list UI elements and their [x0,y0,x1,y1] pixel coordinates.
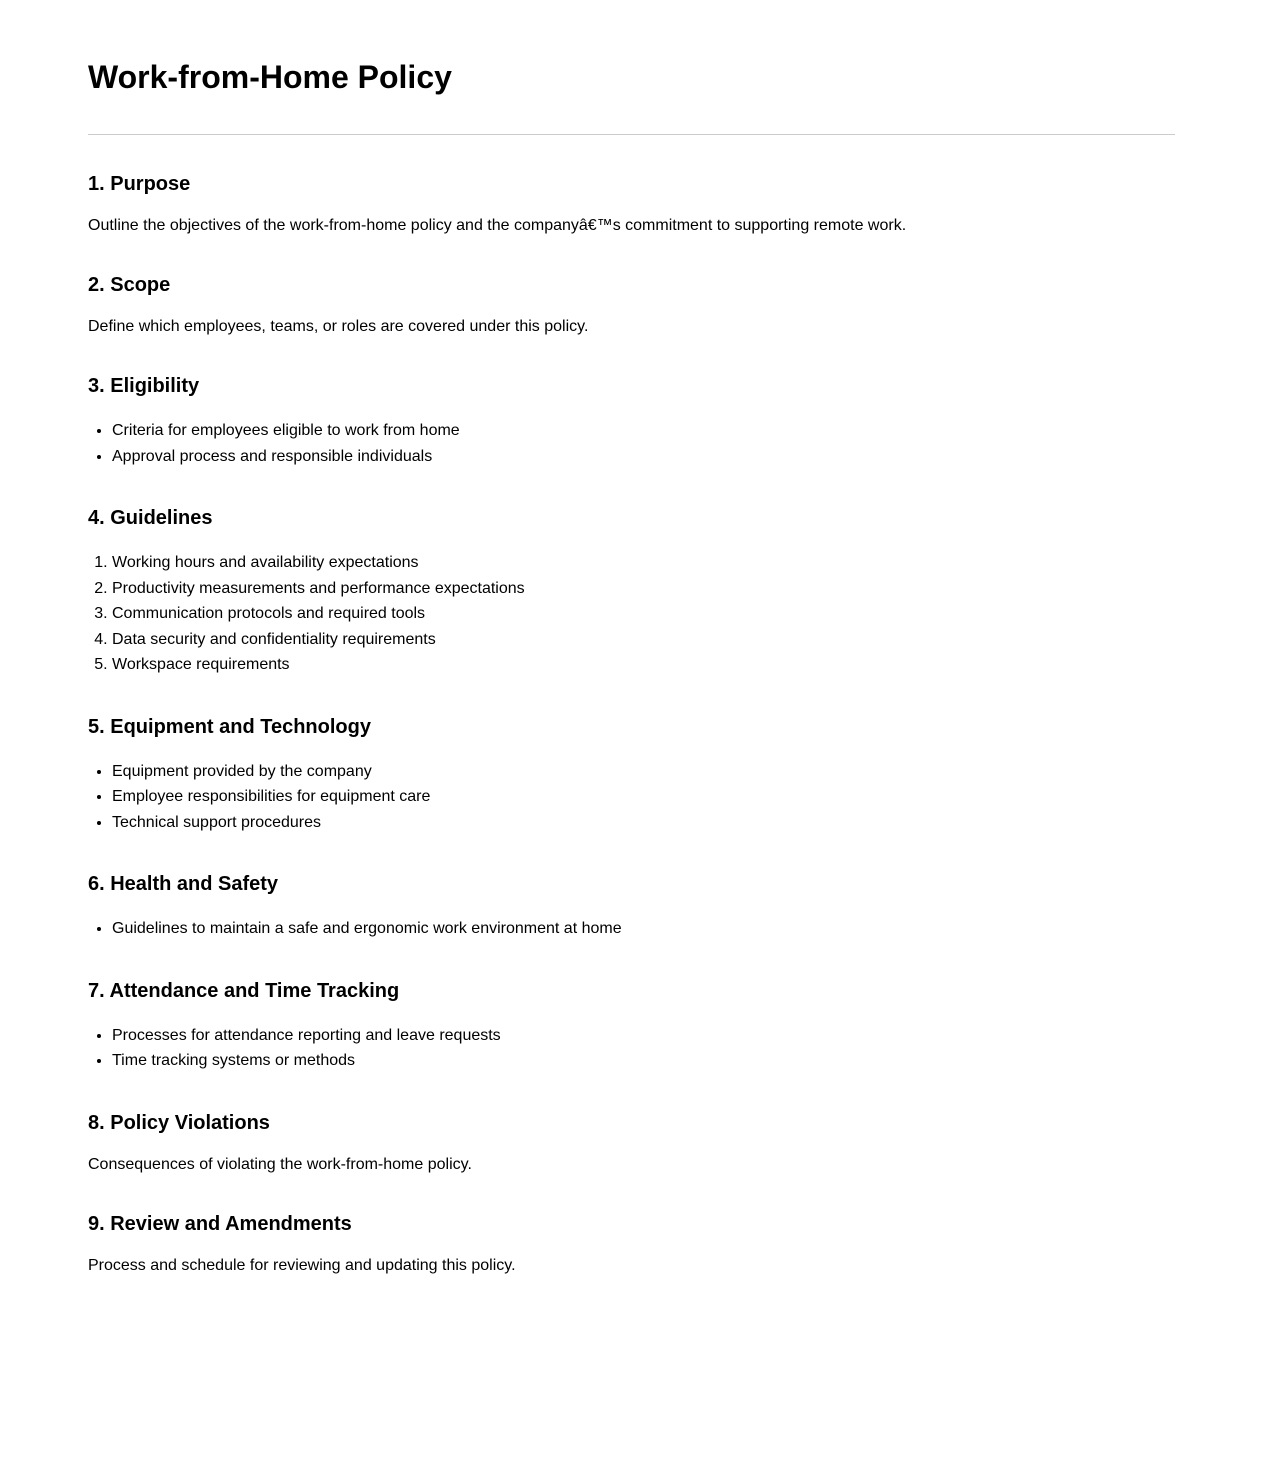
section-guidelines [88,506,1175,678]
bullet-list [88,916,1175,942]
list-item: • Equipment provided by the company [112,759,1175,785]
list-item: 2. Productivity measurements and performance expectations [112,576,1175,602]
list-item: 4. Data security and confidentiality requirements [112,627,1175,653]
page-title: Work-from-Home Policy [88,59,452,95]
section-purpose [88,172,1175,236]
section-heading: 6. Health and Safety [88,873,279,895]
bullet-list [88,1023,1175,1074]
title-divider [88,134,1175,135]
bullet-list [88,418,1175,469]
section-heading: 1. Purpose [88,173,191,195]
section-heading: 3. Eligibility [88,375,200,397]
section-health-safety [88,872,1175,942]
section-heading: 7. Attendance and Time Tracking [88,979,400,1002]
section-text: Consequences of violating the work-from-home policy. [88,1155,472,1173]
section-heading: 8. Policy Violations [88,1111,270,1134]
section-equipment-technology [88,715,1175,836]
section-text: Outline the objectives of the work-from-home policy and the companyâ€™s commitment to supporting remote work. [88,217,907,234]
section-text: Process and schedule for reviewing and updating this policy. [88,1256,516,1274]
section-eligibility [88,374,1175,469]
list-item: 3. Communication protocols and required tools [112,601,1175,627]
list-item: • Processes for attendance reporting and leave requests [112,1023,1175,1049]
section-scope [88,273,1175,337]
section-text: Define which employees, teams, or roles are covered under this policy. [88,318,589,335]
section-heading: 9. Review and Amendments [88,1212,352,1235]
section-heading: 5. Equipment and Technology [88,715,371,738]
list-item: • Employee responsibilities for equipment care [112,784,1175,810]
section-heading: 4. Guidelines [88,507,213,529]
section-attendance-time-tracking [88,979,1175,1074]
section-policy-violations [88,1111,1175,1175]
numbered-list [88,550,1175,678]
list-item: • Criteria for employees eligible to work from home [112,418,1175,444]
bullet-list [88,759,1175,836]
list-item: • Guidelines to maintain a safe and ergonomic work environment at home [112,916,1175,942]
list-item: • Approval process and responsible individuals [112,444,1175,470]
list-item: 5. Workspace requirements [112,652,1175,678]
list-item: 1. Working hours and availability expectations [112,550,1175,576]
list-item: • Time tracking systems or methods [112,1048,1175,1074]
section-review-amendments [88,1212,1175,1276]
list-item: • Technical support procedures [112,810,1175,836]
section-heading: 2. Scope [88,274,171,296]
